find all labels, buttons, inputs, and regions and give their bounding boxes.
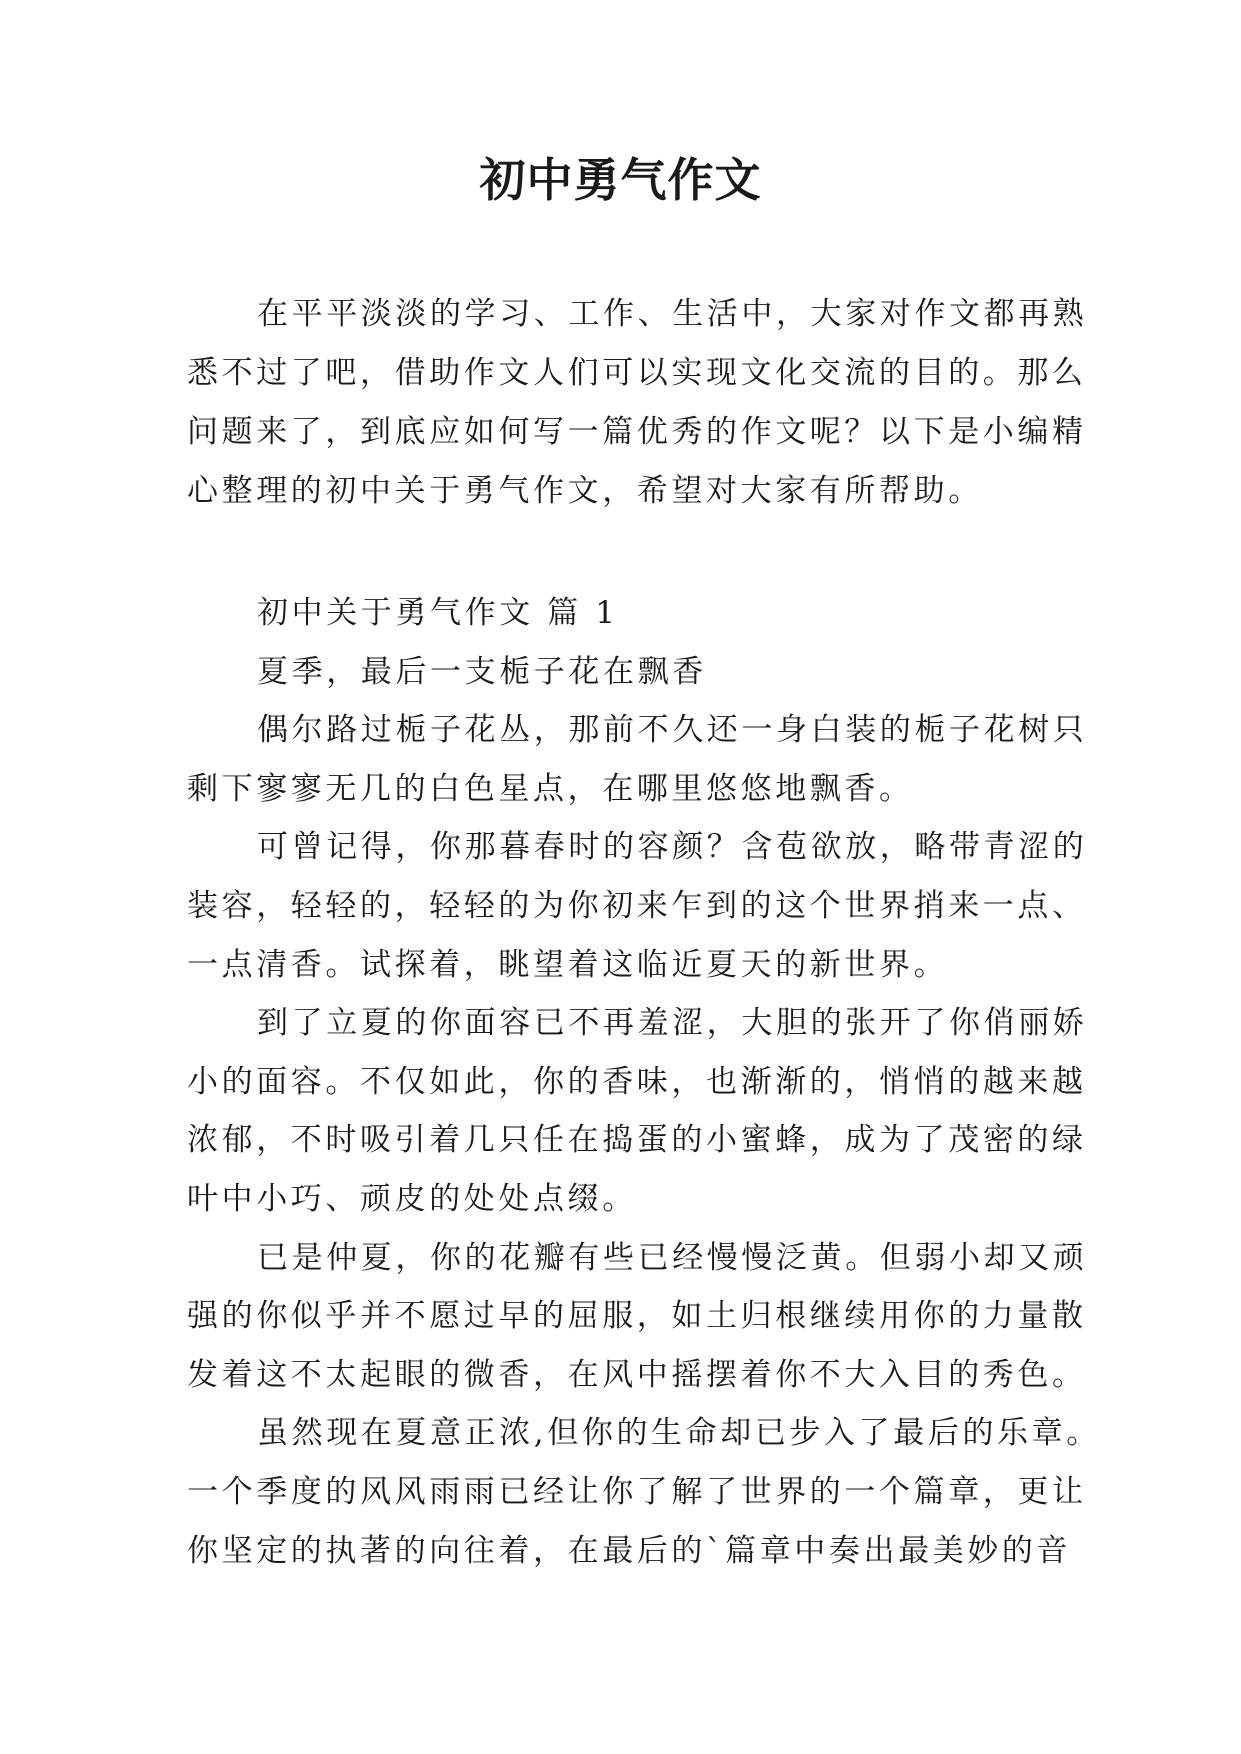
text-line: 你坚定的执著的向往着，在最后的`篇章中奏出最美妙的音 bbox=[187, 1532, 1072, 1569]
text-line: 已是仲夏，你的花瓣有些已经慢慢泛黄。但弱小却又顽 bbox=[257, 1239, 1088, 1276]
text-line: 悉不过了吧，借助作文人们可以实现文化交流的目的。那么 bbox=[187, 355, 1087, 391]
text-line: 心整理的初中关于勇气作文，希望对大家有所帮助。 bbox=[187, 473, 983, 509]
text-line: 在平平淡淡的学习、工作、生活中，大家对作文都再熟 bbox=[257, 296, 1088, 332]
text-line: 虽然现在夏意正浓,但你的生命却已步入了最后的乐章。 bbox=[257, 1415, 1101, 1452]
text-line: 到了立夏的你面容已不再羞涩，大胆的张开了你俏丽娇 bbox=[257, 1005, 1088, 1042]
text-line: 可曾记得，你那暮春时的容颜？含苞欲放，略带青涩的 bbox=[257, 829, 1088, 866]
text-line: 一个季度的风风雨雨已经让你了解了世界的一个篇章，更让 bbox=[187, 1473, 1087, 1510]
essay-body bbox=[187, 584, 1101, 1580]
text-line: 剩下寥寥无几的白色星点，在哪里悠悠地飘香。 bbox=[187, 770, 914, 807]
text-line: 强的你似乎并不愿过早的屈服，如土归根继续用你的力量散 bbox=[187, 1298, 1087, 1335]
text-line: 浓郁，不时吸引着几只任在捣蛋的小蜜蜂，成为了茂密的绿 bbox=[187, 1122, 1087, 1159]
essay-heading: 初中关于勇气作文 篇 1 bbox=[257, 595, 619, 631]
text-line: 一点清香。试探着，眺望着这临近夏天的新世界。 bbox=[187, 946, 949, 983]
document-title: 初中勇气作文 bbox=[479, 153, 762, 207]
text-line: 发着这不太起眼的微香，在风中摇摆着你不大入目的秀色。 bbox=[187, 1356, 1087, 1393]
text-line: 叶中小巧、顽皮的处处点缀。 bbox=[187, 1180, 637, 1217]
intro-paragraph bbox=[187, 285, 1088, 521]
text-line: 问题来了，到底应如何写一篇优秀的作文呢？以下是小编精 bbox=[187, 414, 1087, 450]
text-line: 装容，轻轻的，轻轻的为你初来乍到的这个世界捎来一点、 bbox=[187, 887, 1087, 924]
text-line: 偶尔路过栀子花丛，那前不久还一身白装的栀子花树只 bbox=[257, 712, 1088, 749]
text-line: 小的面容。不仅如此，你的香味，也渐渐的，悄悄的越来越 bbox=[187, 1063, 1087, 1100]
essay-subtitle: 夏季，最后一支栀子花在飘香 bbox=[257, 653, 707, 690]
